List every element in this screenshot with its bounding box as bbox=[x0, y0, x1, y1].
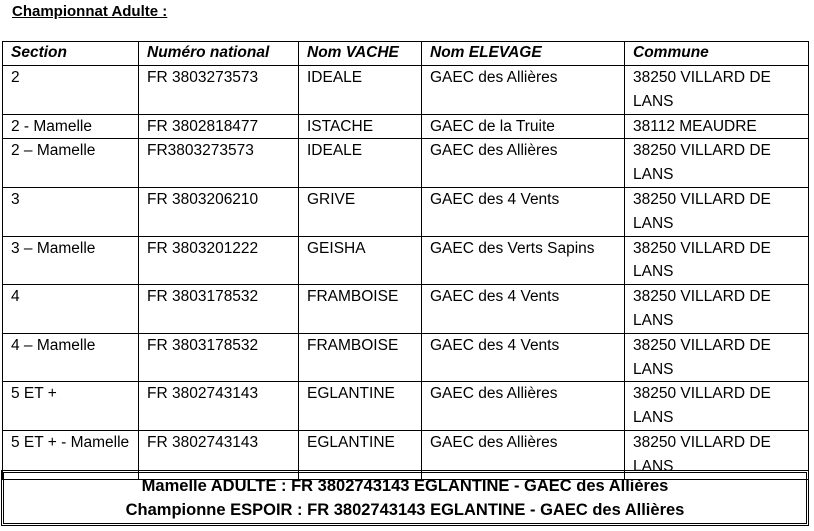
cell-nom-vache: IDEALE bbox=[299, 66, 422, 115]
cell-section: 5 ET + - Mamelle bbox=[3, 430, 139, 479]
cell-nom-vache: EGLANTINE bbox=[299, 382, 422, 431]
cell-nom-elevage: GAEC des Allières bbox=[422, 430, 625, 479]
table-row bbox=[3, 236, 809, 285]
summary-championne-espoir: Championne ESPOIR : FR 3802743143 EGLANTINE - GAEC des Allières bbox=[125, 501, 685, 519]
cell-numero-national: FR3803273573 bbox=[139, 139, 299, 188]
cell-commune: 38250 VILLARD DE LANS bbox=[625, 236, 809, 285]
header-numero-national: Numéro national bbox=[139, 42, 299, 66]
cell-section: 3 bbox=[3, 187, 139, 236]
cell-numero-national: FR 3803178532 bbox=[139, 333, 299, 382]
cell-section: 2 bbox=[3, 66, 139, 115]
cell-numero-national: FR 3802743143 bbox=[139, 382, 299, 431]
table-row bbox=[3, 139, 809, 188]
page-title: Championnat Adulte : bbox=[12, 3, 168, 20]
table-row bbox=[3, 66, 809, 115]
table-row bbox=[3, 285, 809, 334]
cell-numero-national: FR 3802743143 bbox=[139, 430, 299, 479]
cell-numero-national: FR 3803273573 bbox=[139, 66, 299, 115]
cell-nom-elevage: GAEC des 4 Vents bbox=[422, 285, 625, 334]
cell-nom-elevage: GAEC des Allières bbox=[422, 66, 625, 115]
cell-commune: 38250 VILLARD DE LANS bbox=[625, 382, 809, 431]
cell-commune: 38250 VILLARD DE LANS bbox=[625, 66, 809, 115]
cell-numero-national: FR 3803201222 bbox=[139, 236, 299, 285]
cell-nom-elevage: GAEC de la Truite bbox=[422, 114, 625, 139]
table-body bbox=[3, 66, 809, 480]
header-section: Section bbox=[3, 42, 139, 66]
summary-box bbox=[1, 470, 809, 526]
cell-commune: 38250 VILLARD DE LANS bbox=[625, 139, 809, 188]
cell-commune: 38250 VILLARD DE LANS bbox=[625, 430, 809, 479]
cell-nom-vache: GRIVE bbox=[299, 187, 422, 236]
table-row bbox=[3, 114, 809, 139]
cell-nom-vache: EGLANTINE bbox=[299, 430, 422, 479]
cell-nom-vache: IDEALE bbox=[299, 139, 422, 188]
cell-section: 2 – Mamelle bbox=[3, 139, 139, 188]
table-row bbox=[3, 382, 809, 431]
cell-section: 5 ET + bbox=[3, 382, 139, 431]
cell-section: 2 - Mamelle bbox=[3, 114, 139, 139]
cell-nom-vache: GEISHA bbox=[299, 236, 422, 285]
cell-nom-elevage: GAEC des Allières bbox=[422, 382, 625, 431]
summary-mamelle-adulte: Mamelle ADULTE : FR 3802743143 EGLANTINE - GAEC des Allières bbox=[141, 477, 669, 495]
cell-nom-elevage: GAEC des Verts Sapins bbox=[422, 236, 625, 285]
header-nom-vache: Nom VACHE bbox=[299, 42, 422, 66]
cell-section: 4 – Mamelle bbox=[3, 333, 139, 382]
cell-nom-vache: FRAMBOISE bbox=[299, 285, 422, 334]
cell-section: 4 bbox=[3, 285, 139, 334]
cell-commune: 38250 VILLARD DE LANS bbox=[625, 285, 809, 334]
cell-nom-elevage: GAEC des Allières bbox=[422, 139, 625, 188]
header-commune: Commune bbox=[625, 42, 809, 66]
table-row bbox=[3, 333, 809, 382]
table-header-row bbox=[3, 42, 809, 66]
cell-numero-national: FR 3803206210 bbox=[139, 187, 299, 236]
cell-nom-elevage: GAEC des 4 Vents bbox=[422, 187, 625, 236]
cell-numero-national: FR 3802818477 bbox=[139, 114, 299, 139]
cell-commune: 38250 VILLARD DE LANS bbox=[625, 333, 809, 382]
cell-section: 3 – Mamelle bbox=[3, 236, 139, 285]
cell-nom-vache: FRAMBOISE bbox=[299, 333, 422, 382]
header-nom-elevage: Nom ELEVAGE bbox=[422, 42, 625, 66]
cell-nom-vache: ISTACHE bbox=[299, 114, 422, 139]
cell-nom-elevage: GAEC des 4 Vents bbox=[422, 333, 625, 382]
cell-numero-national: FR 3803178532 bbox=[139, 285, 299, 334]
results-table bbox=[2, 41, 809, 480]
cell-commune: 38112 MEAUDRE bbox=[625, 114, 809, 139]
cell-commune: 38250 VILLARD DE LANS bbox=[625, 187, 809, 236]
table-row bbox=[3, 187, 809, 236]
